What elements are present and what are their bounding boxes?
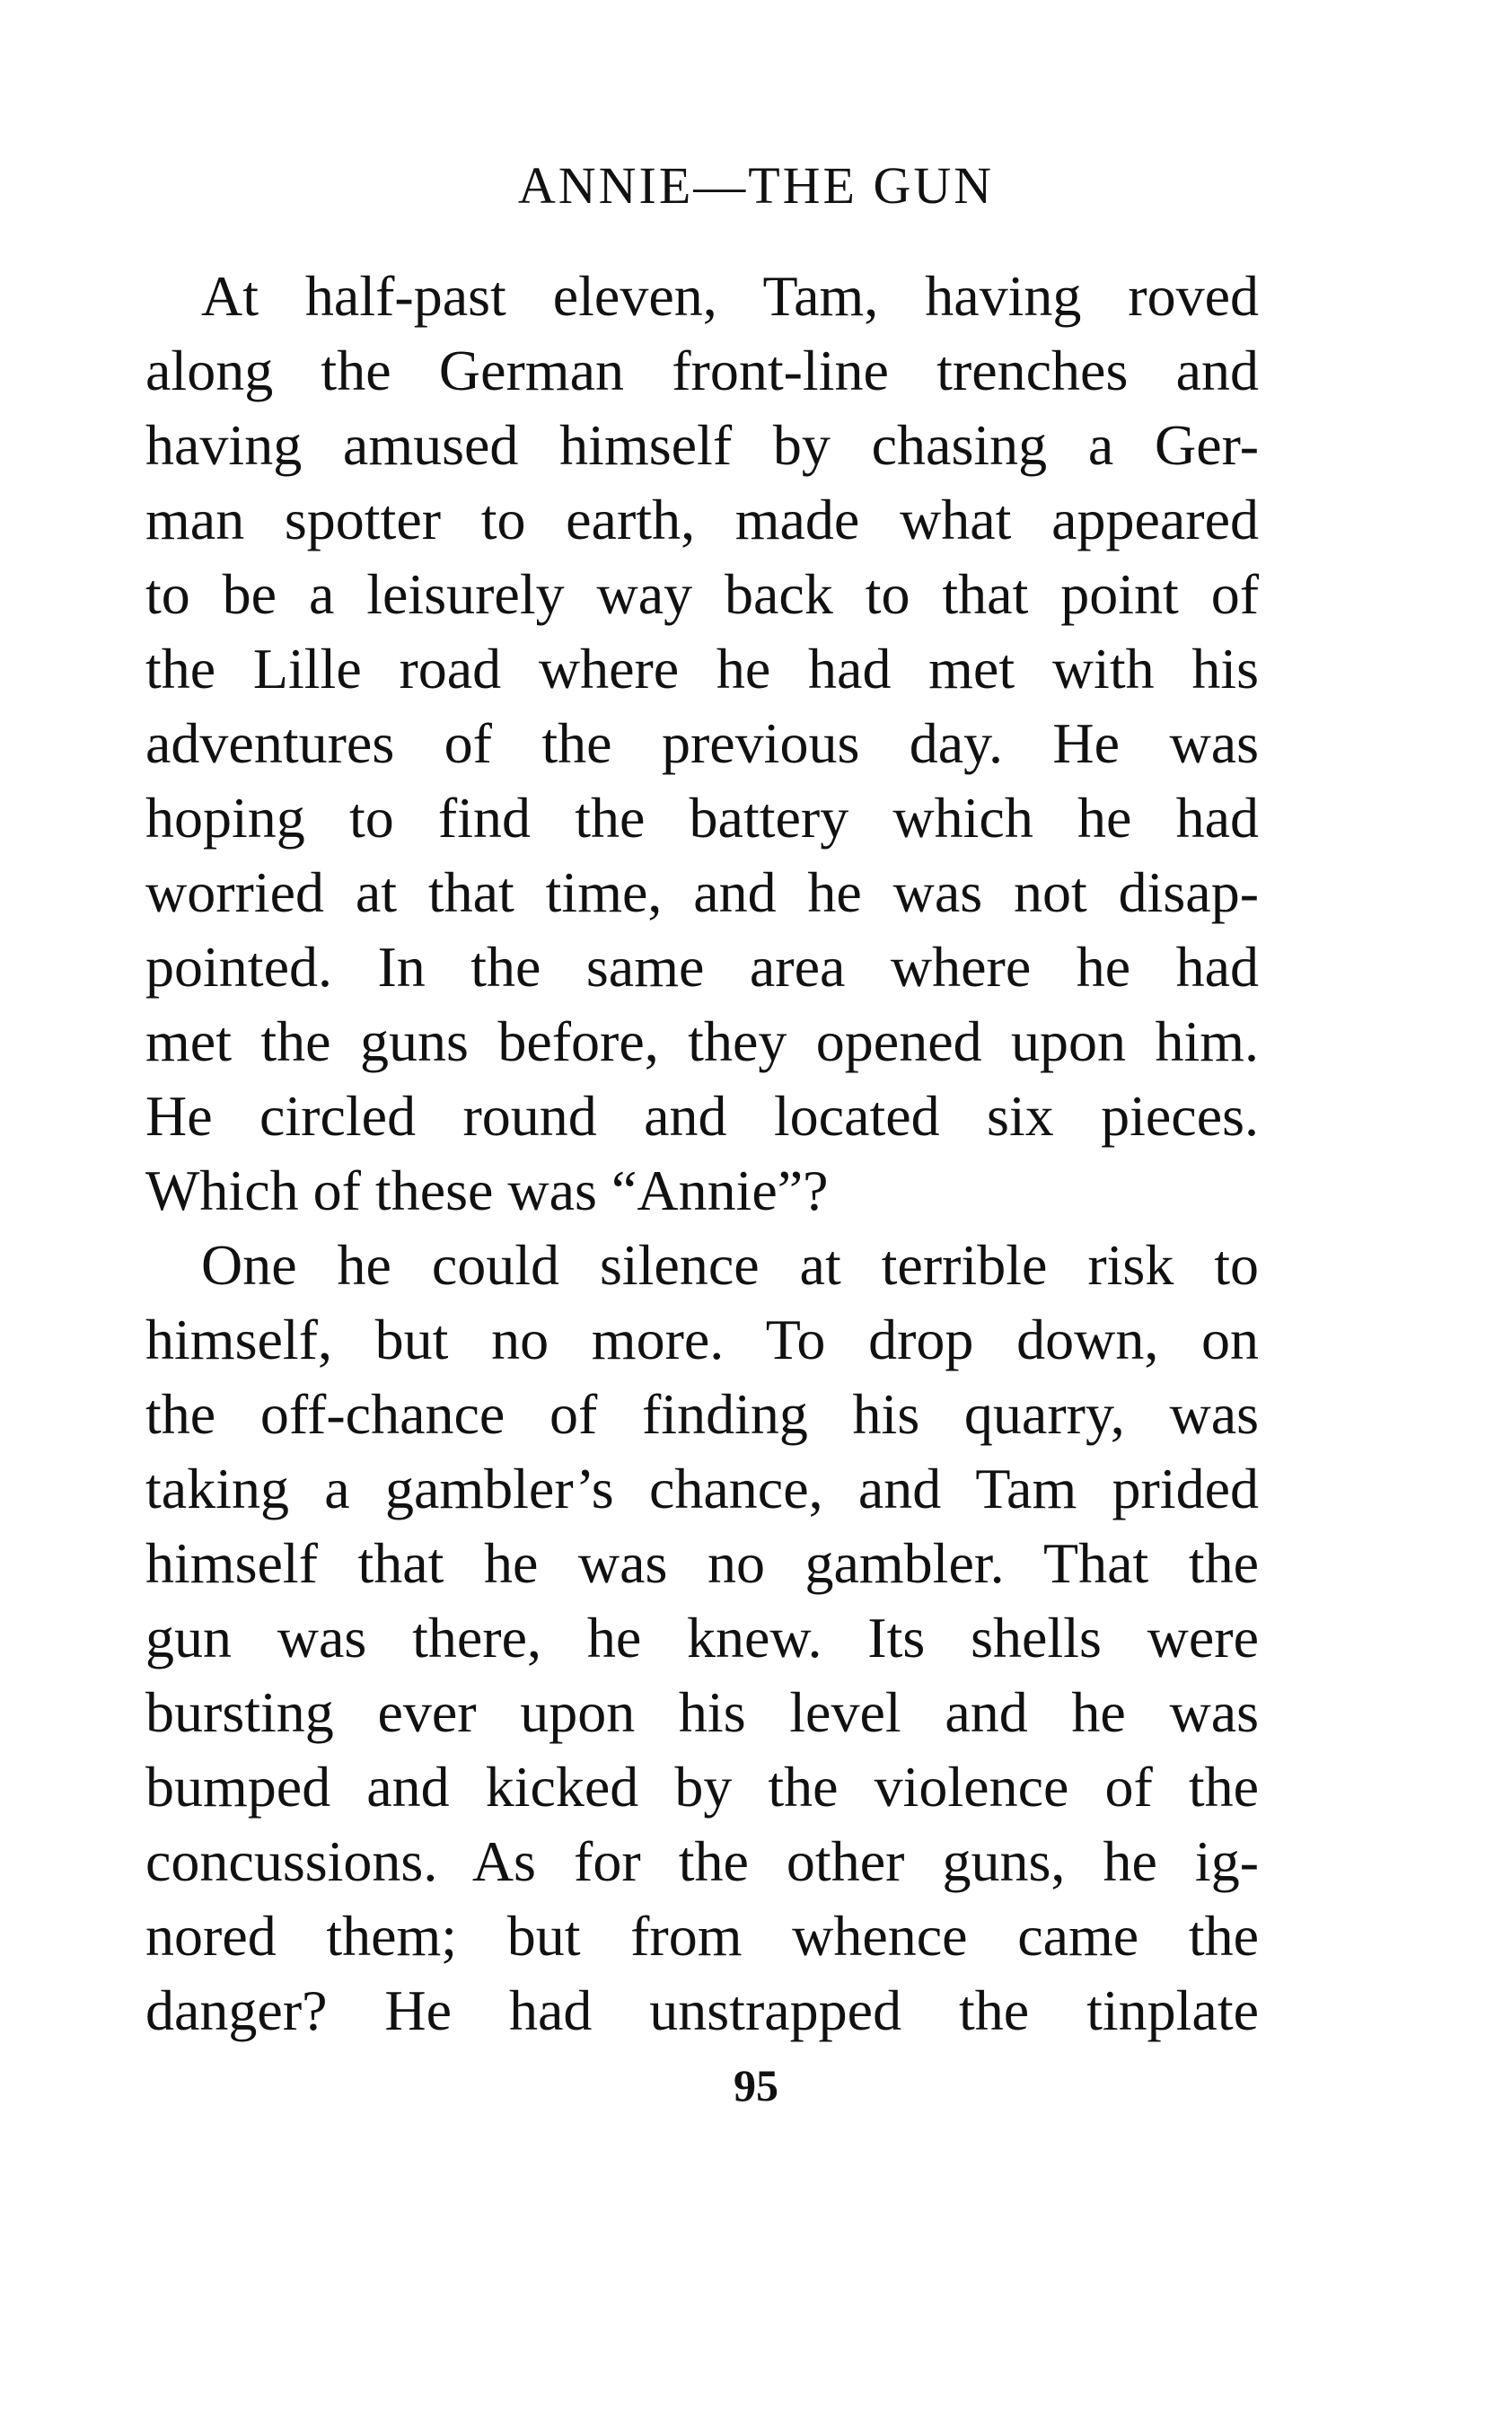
text-line: taking a gambler’s chance, and Tam prided xyxy=(145,1457,1259,1520)
text-line: bumped and kicked by the violence of the xyxy=(145,1755,1259,1819)
text-line: the Lille road where he had met with his xyxy=(145,637,1259,700)
text-line: worried at that time, and he was not disap- xyxy=(145,860,1259,924)
text-line: hoping to find the battery which he had xyxy=(145,786,1259,850)
text-line: along the German front-line trenches and xyxy=(145,339,1259,402)
text-line: danger? He had unstrapped the tinplate xyxy=(145,1978,1259,2042)
text-line: Which of these was “Annie”? xyxy=(145,1159,829,1222)
paragraph-2 xyxy=(145,1228,1259,2048)
text-line: himself that he was no gambler. That the xyxy=(145,1531,1259,1595)
text-line: having amused himself by chasing a Ger- xyxy=(145,413,1259,477)
paragraph-1 xyxy=(145,259,1259,1228)
text-line: One he could silence at terrible risk to xyxy=(201,1233,1259,1297)
text-line: to be a leisurely way back to that point of xyxy=(145,562,1259,626)
text-line: At half-past eleven, Tam, having roved xyxy=(201,264,1259,328)
text-line: concussions. As for the other guns, he ig- xyxy=(145,1829,1259,1893)
text-line: man spotter to earth, made what appeared xyxy=(145,488,1259,551)
text-line: pointed. In the same area where he had xyxy=(145,935,1259,999)
running-head: ANNIE—THE GUN xyxy=(517,156,995,215)
text-line: adventures of the previous day. He was xyxy=(145,711,1259,775)
text-line: the off-chance of finding his quarry, was xyxy=(145,1382,1259,1446)
text-line: He circled round and located six pieces. xyxy=(145,1084,1259,1148)
text-line: nored them; but from whence came the xyxy=(145,1904,1259,1968)
text-line: met the guns before, they opened upon him. xyxy=(145,1009,1259,1073)
page-number: 95 xyxy=(734,2060,778,2110)
text-line: gun was there, he knew. Its shells were xyxy=(145,1606,1259,1670)
text-line: himself, but no more. To drop down, on xyxy=(145,1308,1259,1371)
body-text xyxy=(145,259,1259,2048)
text-line: bursting ever upon his level and he was xyxy=(145,1680,1259,1744)
